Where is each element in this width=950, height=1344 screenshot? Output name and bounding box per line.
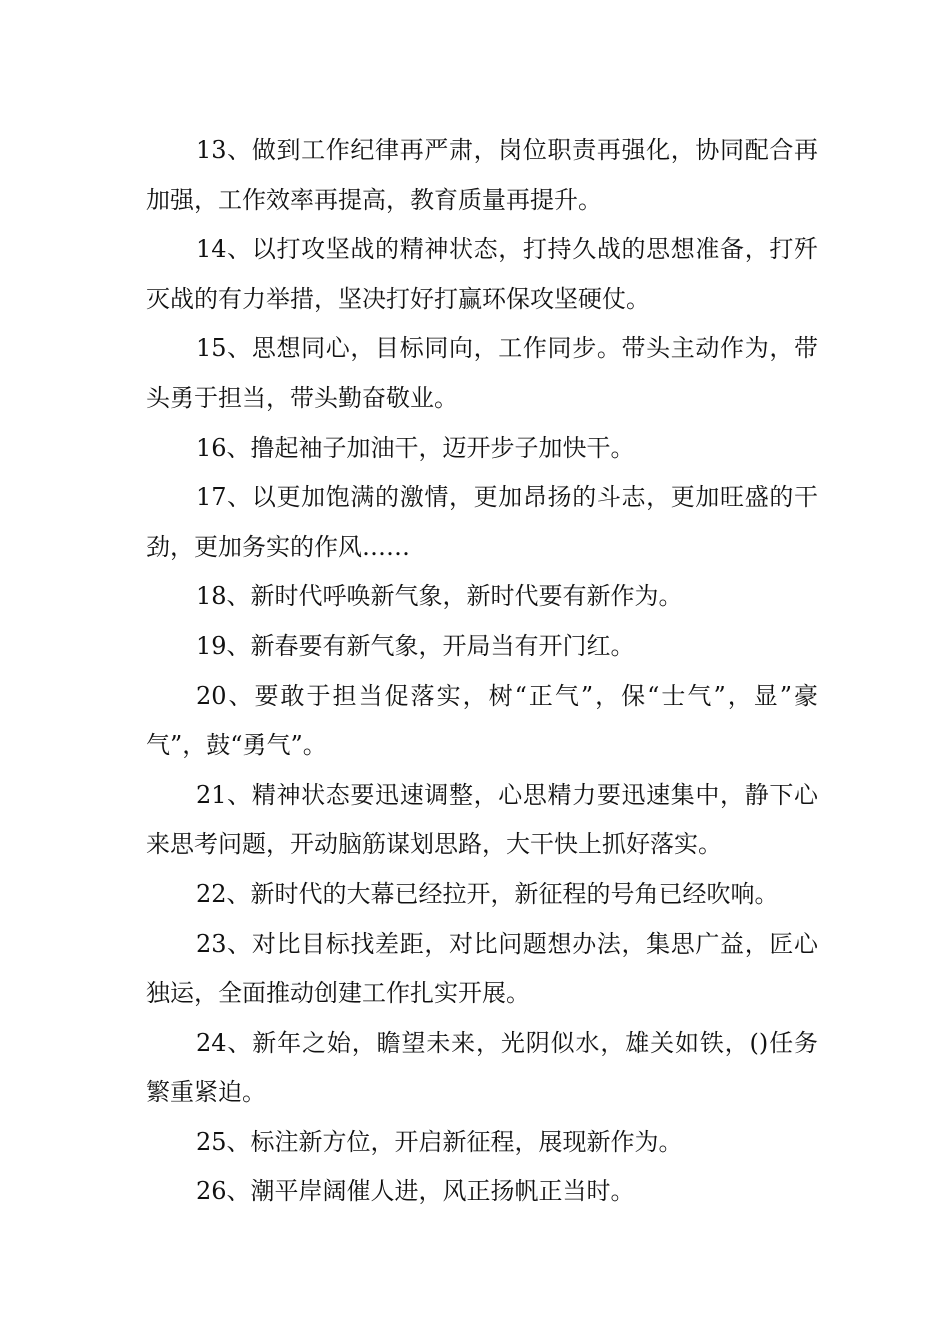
paragraph-18: 18、新时代呼唤新气象，新时代要有新作为。 [196, 582, 683, 611]
paragraph-22: 22、新时代的大幕已经拉开，新征程的号角已经吹响。 [196, 879, 779, 908]
paragraph-23: 23、对比目标找差距，对比问题想办法，集思广益，匠心独运，全面推动创建工作扎实开展。 [146, 929, 818, 1008]
paragraph-16: 16、撸起袖子加油干，迈开步子加快干。 [196, 433, 635, 462]
paragraph-17: 17、以更加饱满的激情，更加昂扬的斗志，更加旺盛的干劲，更加务实的作风…… [146, 483, 818, 561]
paragraph-19: 19、新春要有新气象，开局当有开门红。 [196, 631, 635, 660]
paragraph-26: 26、潮平岸阔催人进，风正扬帆正当时。 [196, 1177, 635, 1206]
paragraph-14: 14、以打攻坚战的精神状态，打持久战的思想准备，打歼灭战的有力举措，坚决打好打赢环保攻坚硬仗。 [146, 235, 818, 313]
paragraph-20: 20、要敢于担当促落实，树“正气”，保“士气”，显”豪气”，鼓“勇气”。 [146, 681, 818, 760]
paragraph-21: 21、精神状态要迅速调整，心思精力要迅速集中，静下心来思考问题，开动脑筋谋划思路，大干快上抓好落实。 [146, 780, 818, 859]
document-body [146, 126, 818, 1217]
paragraph-13: 13、做到工作纪律再严肃，岗位职责再强化，协同配合再加强，工作效率再提高，教育质量再提升。 [146, 136, 818, 214]
paragraph-15: 15、思想同心，目标同向，工作同步。带头主动作为，带头勇于担当，带头勤奋敬业。 [146, 334, 818, 412]
paragraph-25: 25、标注新方位，开启新征程，展现新作为。 [196, 1127, 683, 1156]
paragraph-24: 24、新年之始，瞻望未来，光阴似水，雄关如铁，()任务繁重紧迫。 [146, 1028, 818, 1107]
